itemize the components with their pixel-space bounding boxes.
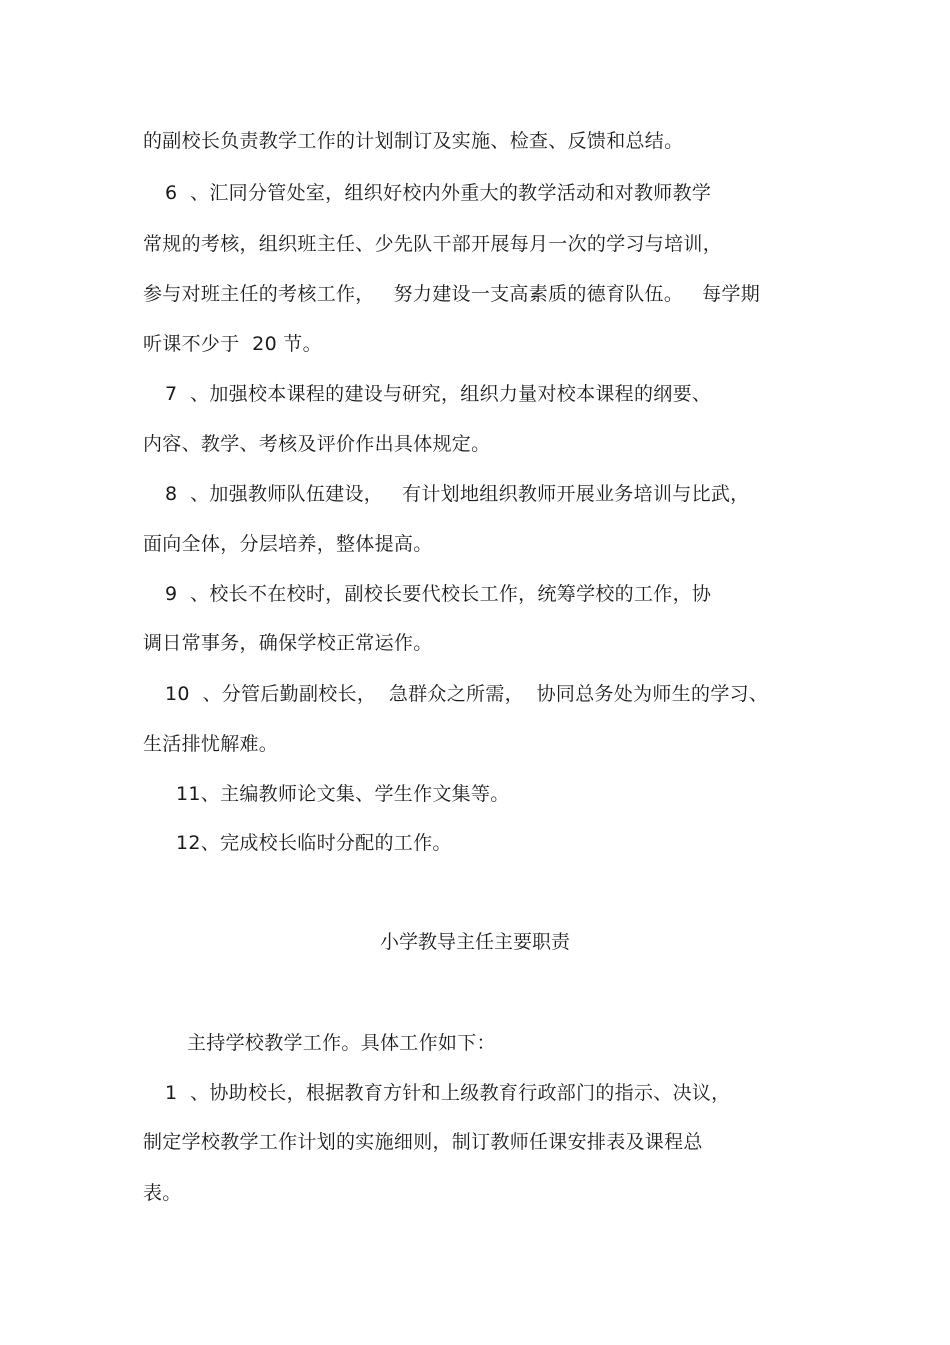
item-1-line: 1 、协助校长，根据教育方针和上级教育行政部门的指示、决议， <box>165 1082 731 1104</box>
paragraph-line: 制定学校教学工作计划的实施细则，制订教师任课安排表及课程总 <box>143 1131 703 1153</box>
paragraph-line: 面向全体，分层培养，整体提高。 <box>143 533 433 555</box>
item-6-line: 6 、汇同分管处室，组织好校内外重大的教学活动和对教师教学 <box>165 182 712 204</box>
paragraph-line: 常规的考核，组织班主任、少先队干部开展每月一次的学习与培训， <box>143 233 723 255</box>
item-8-line: 8 、加强教师队伍建设， 有计划地组织教师开展业务培训与比武， <box>165 483 750 505</box>
paragraph-line: 的副校长负责教学工作的计划制订及实施、检查、反馈和总结。 <box>143 130 684 152</box>
item-9-line: 9 、校长不在校时，副校长要代校长工作，统筹学校的工作，协 <box>165 583 712 605</box>
section-heading: 小学教导主任主要职责 <box>379 931 570 953</box>
paragraph-line: 生活排忧解难。 <box>143 733 279 755</box>
intro-line: 主持学校教学工作。具体工作如下： <box>187 1032 496 1054</box>
paragraph-line: 听课不少于 20 节。 <box>143 333 322 355</box>
item-7-line: 7 、加强校本课程的建设与研究，组织力量对校本课程的纲要、 <box>165 383 712 405</box>
paragraph-line: 调日常事务，确保学校正常运作。 <box>143 632 433 654</box>
paragraph-line: 参与对班主任的考核工作， 努力建设一支高素质的德育队伍。 每学期 <box>143 283 761 305</box>
item-11-line: 11、主编教师论文集、学生作文集等。 <box>176 783 510 805</box>
item-12-line: 12、完成校长临时分配的工作。 <box>176 832 452 854</box>
item-10-line: 10 、分管后勤副校长， 急群众之所需， 协同总务处为师生的学习、 <box>165 683 769 705</box>
paragraph-line: 表。 <box>143 1182 182 1204</box>
paragraph-line: 内容、教学、考核及评价作出具体规定。 <box>143 433 491 455</box>
